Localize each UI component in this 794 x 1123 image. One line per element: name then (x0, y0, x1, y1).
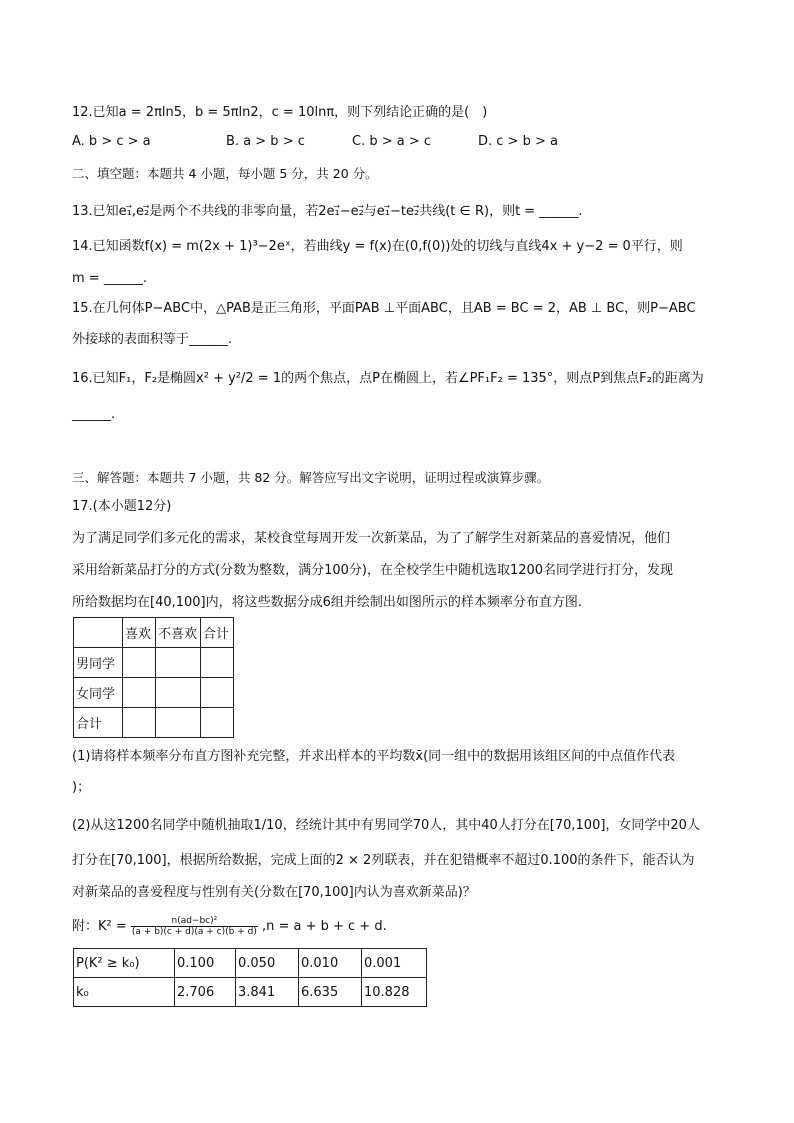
table-cell (156, 678, 201, 708)
formula-prefix: 附：K² = (72, 919, 127, 934)
table-cell: 2.706 (175, 978, 236, 1007)
table-row (74, 708, 234, 738)
q17-header: 17.(本小题12分) (72, 499, 172, 514)
q12-option-a: A. b > c > a (72, 134, 151, 149)
q17-para-line1: 为了满足同学们多元化的需求，某校食堂每周开发一次新菜品，为了了解学生对新菜品的喜爱情况，他们 (72, 531, 671, 546)
table-header-row (74, 618, 234, 648)
table-cell: P(K² ≥ k₀) (74, 949, 175, 978)
row-label-male: 男同学 (74, 648, 123, 678)
table-cell: 0.010 (299, 949, 362, 978)
section-3-heading: 三、解答题：本题共 7 小题，共 82 分。解答应写出文字说明，证明过程或演算步骤。 (72, 470, 550, 485)
q15-line1: 15.在几何体P−ABC中，△PAB是正三角形，平面PAB ⊥平面ABC，且AB = BC = 2，AB ⊥ BC，则P−ABC (72, 301, 696, 316)
table-cell (74, 618, 123, 648)
table-cell (156, 648, 201, 678)
table-cell (156, 708, 201, 738)
q17-part2-line1: (2)从这1200名同学中随机抽取1/10，经统计其中有男同学70人，其中40人打分在[70,100]，女同学中20人 (72, 818, 700, 833)
table-cell (123, 678, 156, 708)
contingency-table (73, 617, 234, 738)
table-cell (123, 708, 156, 738)
row-label-female: 女同学 (74, 678, 123, 708)
formula-fraction (131, 916, 258, 937)
q17-para-line3: 所给数据均在[40,100]内，将这些数据分成6组并绘制出如图所示的样本频率分布直方图. (72, 595, 583, 610)
table-cell: 0.100 (175, 949, 236, 978)
row-label-total: 合计 (74, 708, 123, 738)
q14-line2: m = ______. (72, 271, 147, 286)
table-row (74, 978, 427, 1007)
q14-line1: 14.已知函数f(x) = m(2x + 1)³−2eˣ，若曲线y = f(x)在(0,f(0))处的切线与直线4x + y−2 = 0平行，则 (72, 239, 683, 254)
table-cell: 3.841 (236, 978, 299, 1007)
table-cell: k₀ (74, 978, 175, 1007)
q17-part2-line3: 对新菜品的喜爱程度与性别有关(分数在[70,100]内认为喜欢新菜品)？ (72, 885, 476, 900)
formula-denominator: (a + b)(c + d)(a + c)(b + d) (131, 927, 257, 937)
table-cell: 6.635 (299, 978, 362, 1007)
formula-numerator: n(ad−bc)² (131, 916, 258, 927)
q12-option-d: D. c > b > a (478, 134, 558, 149)
q12-option-b: B. a > b > c (226, 134, 305, 149)
table-cell: 0.050 (236, 949, 299, 978)
section-2-heading: 二、填空题：本题共 4 小题，每小题 5 分，共 20 分。 (72, 166, 378, 181)
q17-part1-line1: (1)请将样本频率分布直方图补充完整，并求出样本的平均数x̄(同一组中的数据用该组区间的中点值作代表 (72, 749, 676, 764)
table-row (74, 678, 234, 708)
chi-square-formula (72, 916, 387, 938)
table-cell (201, 678, 234, 708)
q12-stem: 12.已知a = 2πln5，b = 5πln2，c = 10lnπ，则下列结论正确的是( ) (72, 105, 488, 120)
q17-para-line2: 采用给新菜品打分的方式(分数为整数，满分100分)，在全校学生中随机选取1200名同学进行打分，发现 (72, 563, 674, 578)
table-row (74, 949, 427, 978)
q16-line1: 16.已知F₁，F₂是椭圆x² + y²/2 = 1的两个焦点，点P在椭圆上，若∠PF₁F₂ = 135°，则点P到焦点F₂的距离为 (72, 371, 704, 386)
table-header-total: 合计 (201, 618, 234, 648)
table-cell: 0.001 (362, 949, 427, 978)
table-header-like: 喜欢 (123, 618, 156, 648)
q16-line2: ______. (72, 407, 116, 422)
q15-line2: 外接球的表面积等于______. (72, 332, 233, 347)
q13: 13.已知e₁⃗,e₂⃗是两个不共线的非零向量，若2e₁⃗−e₂⃗与e₁⃗−te₂⃗共线(t ∈ R)，则t = ______. (72, 204, 583, 219)
formula-suffix: ,n = a + b + c + d. (261, 919, 387, 934)
table-cell (201, 648, 234, 678)
table-cell: 10.828 (362, 978, 427, 1007)
table-row (74, 648, 234, 678)
critical-value-table (73, 948, 427, 1007)
q17-part1-line2: )； (72, 780, 91, 795)
table-header-dislike: 不喜欢 (156, 618, 201, 648)
q12-option-c: C. b > a > c (352, 134, 432, 149)
table-cell (123, 648, 156, 678)
table-cell (201, 708, 234, 738)
q17-part2-line2: 打分在[70,100]，根据所给数据，完成上面的2 × 2列联表，并在犯错概率不超过0.100的条件下，能否认为 (72, 853, 695, 868)
